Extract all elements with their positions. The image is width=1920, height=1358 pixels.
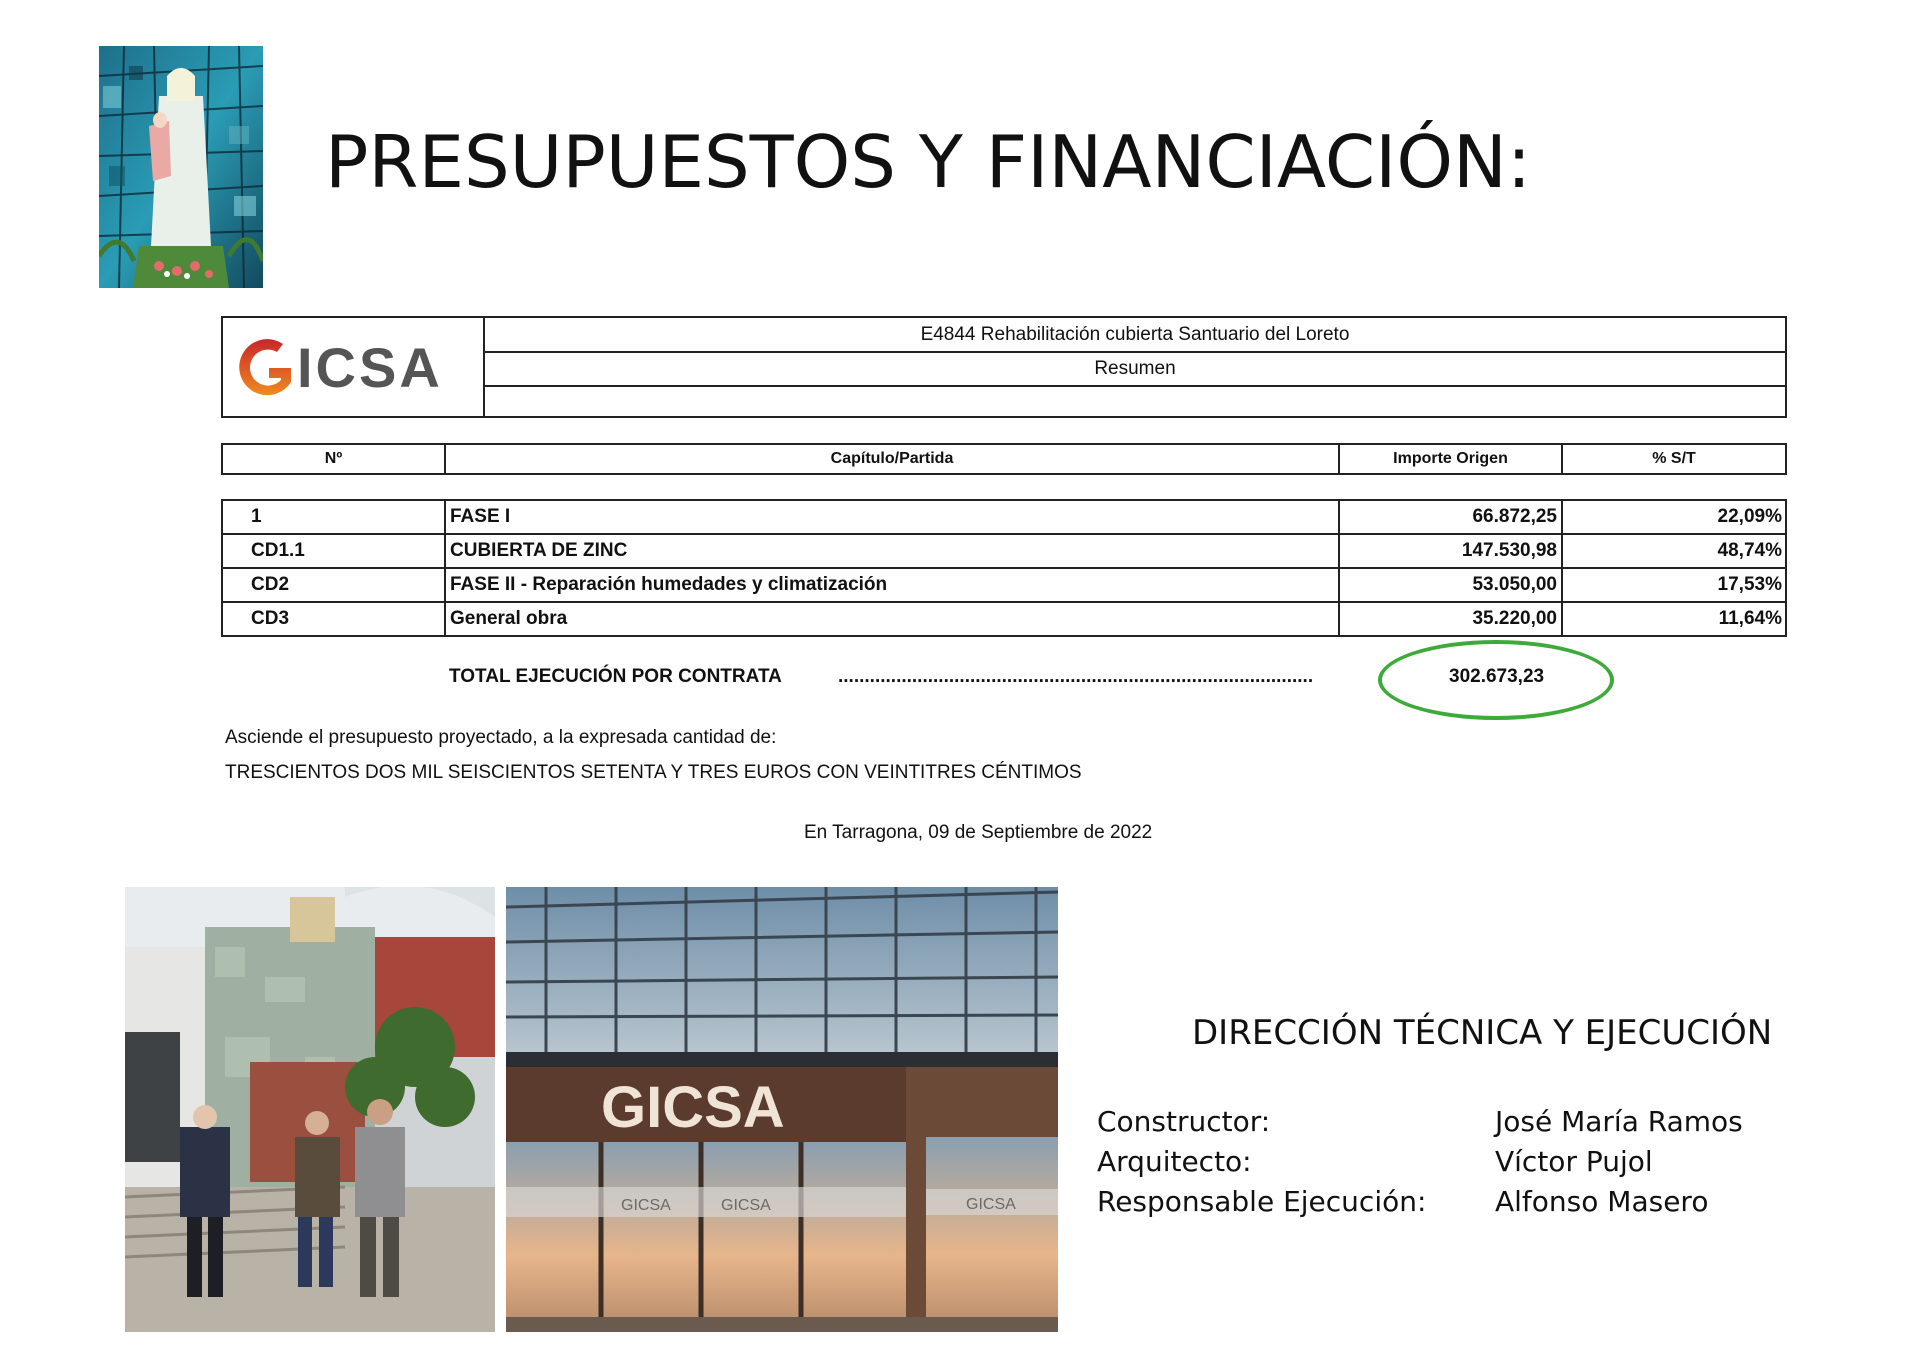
- credit-row: [1097, 1145, 1797, 1185]
- page-title: PRESUPUESTOS Y FINANCIACIÓN:: [325, 120, 1532, 204]
- empty-header-row: [485, 386, 1785, 419]
- credit-row: [1097, 1185, 1797, 1225]
- amount-intro-text: Asciende el presupuesto proyectado, a la expresada cantidad de:: [225, 727, 777, 748]
- summary-label: Resumen: [485, 352, 1785, 387]
- credits-title: DIRECCIÓN TÉCNICA Y EJECUCIÓN: [1192, 1013, 1773, 1053]
- table-row: [223, 535, 1785, 569]
- credit-row: [1097, 1105, 1797, 1145]
- total-label: TOTAL EJECUCIÓN POR CONTRATA: [449, 666, 782, 687]
- row-num: 1: [223, 501, 446, 533]
- total-highlight-circle: [1378, 640, 1614, 720]
- row-num: CD1.1: [223, 535, 446, 567]
- office-sign-text: GICSA: [601, 1075, 785, 1140]
- place-date: En Tarragona, 09 de Septiembre de 2022: [804, 822, 1153, 843]
- row-num: CD2: [223, 569, 446, 601]
- amount-in-words: TRESCIENTOS DOS MIL SEISCIENTOS SETENTA Y TRES EUROS CON VEINTITRES CÉNTIMOS: [225, 762, 1082, 783]
- row-amount: 35.220,00: [1340, 603, 1563, 635]
- table-row: [223, 501, 1785, 535]
- budget-header: [221, 316, 1787, 418]
- row-num: CD3: [223, 603, 446, 635]
- project-title: E4844 Rehabilitación cubierta Santuario del Loreto: [485, 318, 1785, 353]
- total-value: 302.673,23: [1449, 666, 1545, 687]
- glass-text: GICSA: [621, 1197, 671, 1214]
- glass-text: GICSA: [721, 1197, 771, 1214]
- credit-role: Constructor:: [1097, 1105, 1271, 1138]
- credit-role: Responsable Ejecución:: [1097, 1185, 1427, 1218]
- gicsa-logo: [223, 318, 485, 416]
- row-percent: 17,53%: [1717, 574, 1782, 595]
- row-amount: 147.530,98: [1340, 535, 1563, 567]
- row-percent: 11,64%: [1718, 608, 1782, 629]
- table-column-header: [221, 443, 1787, 475]
- credit-role: Arquitecto:: [1097, 1145, 1252, 1178]
- row-chapter: FASE II - Reparación humedades y climatización: [446, 569, 1340, 601]
- gicsa-office-photo: [506, 887, 1058, 1332]
- budget-table: [221, 499, 1787, 637]
- table-row: [223, 603, 1785, 635]
- row-percent: 48,74%: [1717, 540, 1782, 561]
- column-chapter: Capítulo/Partida: [446, 445, 1340, 473]
- column-num: Nº: [223, 445, 446, 473]
- svg-text:ICSA: ICSA: [297, 336, 443, 399]
- table-row: [223, 569, 1785, 603]
- credit-name: Víctor Pujol: [1495, 1145, 1653, 1178]
- row-chapter: FASE I: [446, 501, 1340, 533]
- column-percent: % S/T: [1652, 450, 1696, 467]
- row-amount: 53.050,00: [1340, 569, 1563, 601]
- glass-text: GICSA: [966, 1196, 1016, 1213]
- total-leader-dots: ..........................................................................................: [838, 666, 1314, 687]
- credit-name: José María Ramos: [1495, 1105, 1743, 1138]
- team-site-photo: [125, 887, 495, 1332]
- column-amount: Importe Origen: [1340, 445, 1563, 473]
- virgin-stained-glass-image: [99, 46, 263, 288]
- row-chapter: General obra: [446, 603, 1340, 635]
- row-amount: 66.872,25: [1340, 501, 1563, 533]
- row-percent: 22,09%: [1717, 506, 1782, 527]
- credit-name: Alfonso Masero: [1495, 1185, 1709, 1218]
- row-chapter: CUBIERTA DE ZINC: [446, 535, 1340, 567]
